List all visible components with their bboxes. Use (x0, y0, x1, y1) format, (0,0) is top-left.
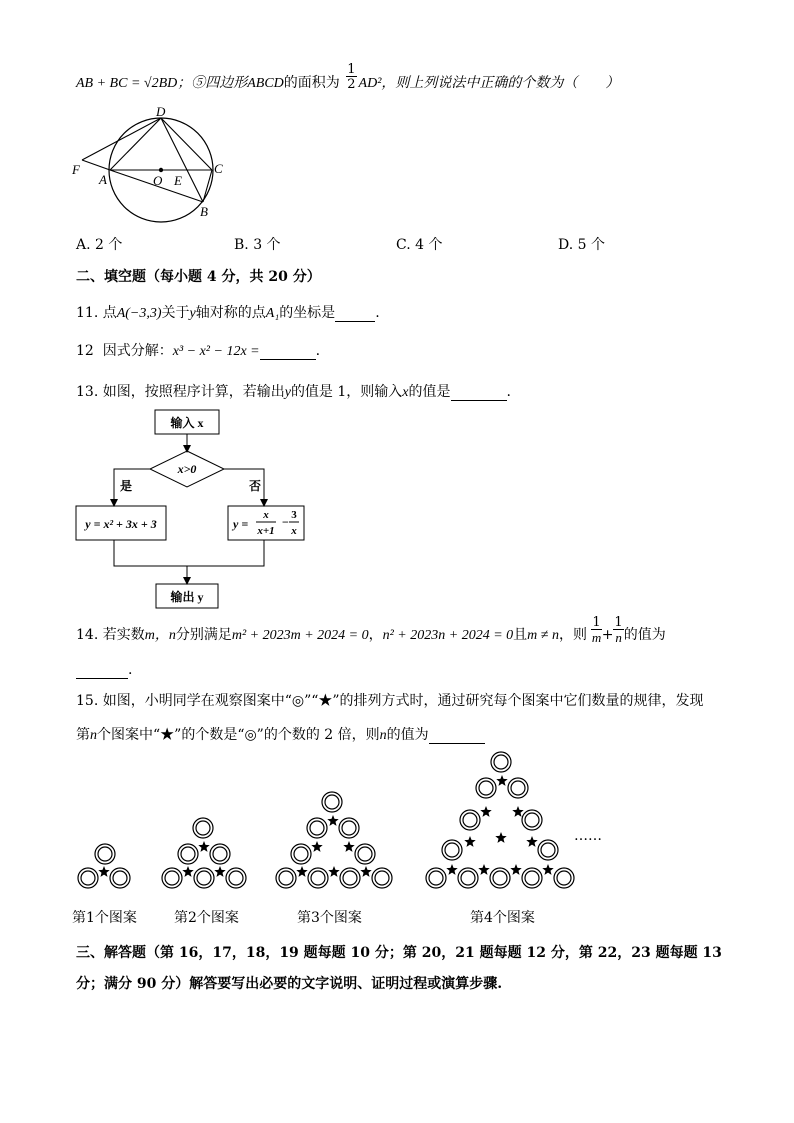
q10-option-d[interactable]: D. 5 个 (558, 237, 605, 253)
q15-line2: 第n个图案中“★”的个数是“◎”的个数的 2 倍，则n的值为 (76, 724, 485, 744)
star-icon (478, 864, 489, 875)
condition-label: x>0 (177, 462, 197, 476)
double-circle-icon (291, 844, 311, 864)
star-icon (198, 841, 209, 852)
chord-dc (161, 118, 212, 170)
star-icon (327, 815, 338, 826)
section3-line2: 分；满分 90 分）解答要写出必要的文字说明、证明过程或演算步骤. (76, 976, 503, 992)
double-circle-icon (322, 792, 342, 812)
double-circle-icon (460, 810, 480, 830)
svg-text:−: − (282, 515, 289, 529)
q12: 12 因式分解：x³ − x² − 12x = . (76, 343, 321, 359)
double-circle-icon (426, 868, 446, 888)
q10-option-c[interactable]: C. 4 个 (396, 237, 443, 253)
q15-caption-4: 第4个图案 (470, 910, 535, 926)
q10-option-b[interactable]: B. 3 个 (234, 237, 281, 253)
double-circle-icon (307, 818, 327, 838)
q10-option-a[interactable]: A. 2 个 (76, 237, 123, 253)
q10-half-fraction: $\frac{1}{2}$ (347, 62, 356, 92)
double-circle-icon (508, 778, 528, 798)
q15-caption-1: 第1个图案 (72, 910, 137, 926)
svg-text:x: x (291, 525, 297, 537)
q14-answer-line: . (76, 662, 132, 679)
double-circle-icon (340, 868, 360, 888)
star-icon (214, 866, 225, 877)
double-circle-icon (476, 778, 496, 798)
chord-ad (110, 118, 161, 170)
q13-flowchart (70, 405, 310, 613)
star-icon (343, 841, 354, 852)
q10-text2: AD²，则上列说法中正确的个数为（ ） (358, 76, 620, 91)
double-circle-icon (355, 844, 375, 864)
double-circle-icon (110, 868, 130, 888)
svg-text:x+1: x+1 (257, 525, 275, 537)
q15-pattern-figure (70, 750, 630, 900)
star-icon (328, 866, 339, 877)
q11-answer-blank[interactable] (335, 305, 375, 322)
q11: 11. 点A(−3,3)关于y轴对称的点A₁的坐标是 . (76, 305, 380, 321)
double-circle-icon (193, 818, 213, 838)
q14: 14. 若实数m，n分别满足m² + 2023m + 2024 = 0，n² + 2023n + 2024 = 0且m ≠ n，则 $\frac{1}{m}$ + $\frac{1}{n}$ 的值为 (76, 615, 666, 645)
double-circle-icon (226, 868, 246, 888)
yes-label: 是 (120, 479, 133, 493)
star-icon (464, 836, 475, 847)
label-o: O (153, 173, 163, 188)
label-e: E (174, 173, 182, 188)
section3-line1: 三、解答题（第 16，17，18，19 题每题 10 分；第 20，21 题每题 12 分，第 22，23 题每题 13 (76, 945, 722, 961)
double-circle-icon (95, 844, 115, 864)
svg-text:3: 3 (291, 509, 297, 521)
double-circle-icon (522, 868, 542, 888)
double-circle-icon (210, 844, 230, 864)
star-icon (480, 806, 491, 817)
q12-answer-blank[interactable] (260, 343, 316, 360)
center-point (159, 168, 163, 172)
output-label: 输出 y (170, 590, 204, 604)
q13-answer-blank[interactable] (451, 384, 507, 401)
double-circle-icon (308, 868, 328, 888)
star-icon (495, 832, 506, 843)
label-a: A (99, 172, 107, 187)
double-circle-icon (78, 868, 98, 888)
double-circle-icon (276, 868, 296, 888)
q10-line-start: AB + BC = √2BD；⑤四边形 (76, 76, 248, 91)
input-label: 输入 x (170, 416, 204, 430)
double-circle-icon (162, 868, 182, 888)
q15-caption-2: 第2个图案 (174, 910, 239, 926)
star-icon (360, 866, 371, 877)
double-circle-icon (491, 752, 511, 772)
star-icon (512, 806, 523, 817)
q15-caption-3: 第3个图案 (297, 910, 362, 926)
star-icon (526, 836, 537, 847)
svg-text:x: x (263, 509, 269, 521)
double-circle-icon (490, 868, 510, 888)
tangent-fd (82, 118, 161, 160)
q10-text1: 的面积为 (283, 75, 340, 91)
q15-ellipsis: …… (574, 828, 602, 844)
double-circle-icon (339, 818, 359, 838)
label-c: C (214, 161, 223, 176)
star-icon (182, 866, 193, 877)
double-circle-icon (178, 844, 198, 864)
star-icon (296, 866, 307, 877)
double-circle-icon (458, 868, 478, 888)
star-icon (510, 864, 521, 875)
label-b: B (200, 204, 208, 219)
left-formula: y = x² + 3x + 3 (85, 517, 157, 531)
label-d: D (156, 104, 166, 119)
q15-answer-blank[interactable] (429, 727, 485, 744)
double-circle-icon (554, 868, 574, 888)
section2-title: 二、填空题（每小题 4 分，共 20 分） (76, 269, 321, 285)
q14-answer-blank[interactable] (76, 662, 128, 679)
double-circle-icon (372, 868, 392, 888)
q10-line (76, 62, 620, 92)
q10-quad: ABCD (247, 76, 284, 91)
q15-line1: 15. 如图，小明同学在观察图案中“◎”“★”的排列方式时，通过研究每个图案中它们数量的规律，发现 (76, 693, 704, 709)
label-f: F (72, 162, 80, 177)
double-circle-icon (194, 868, 214, 888)
q13: 13. 如图，按照程序计算，若输出y的值是 1，则输入x的值是 . (76, 384, 511, 400)
line-fa (82, 160, 110, 170)
q10-circle-figure (70, 104, 240, 224)
double-circle-icon (538, 840, 558, 860)
star-icon (98, 866, 109, 877)
double-circle-icon (522, 810, 542, 830)
no-label: 否 (249, 479, 262, 493)
star-icon (542, 864, 553, 875)
right-y: y = (233, 517, 249, 531)
star-icon (311, 841, 322, 852)
star-icon (496, 775, 507, 786)
double-circle-icon (442, 840, 462, 860)
star-icon (446, 864, 457, 875)
